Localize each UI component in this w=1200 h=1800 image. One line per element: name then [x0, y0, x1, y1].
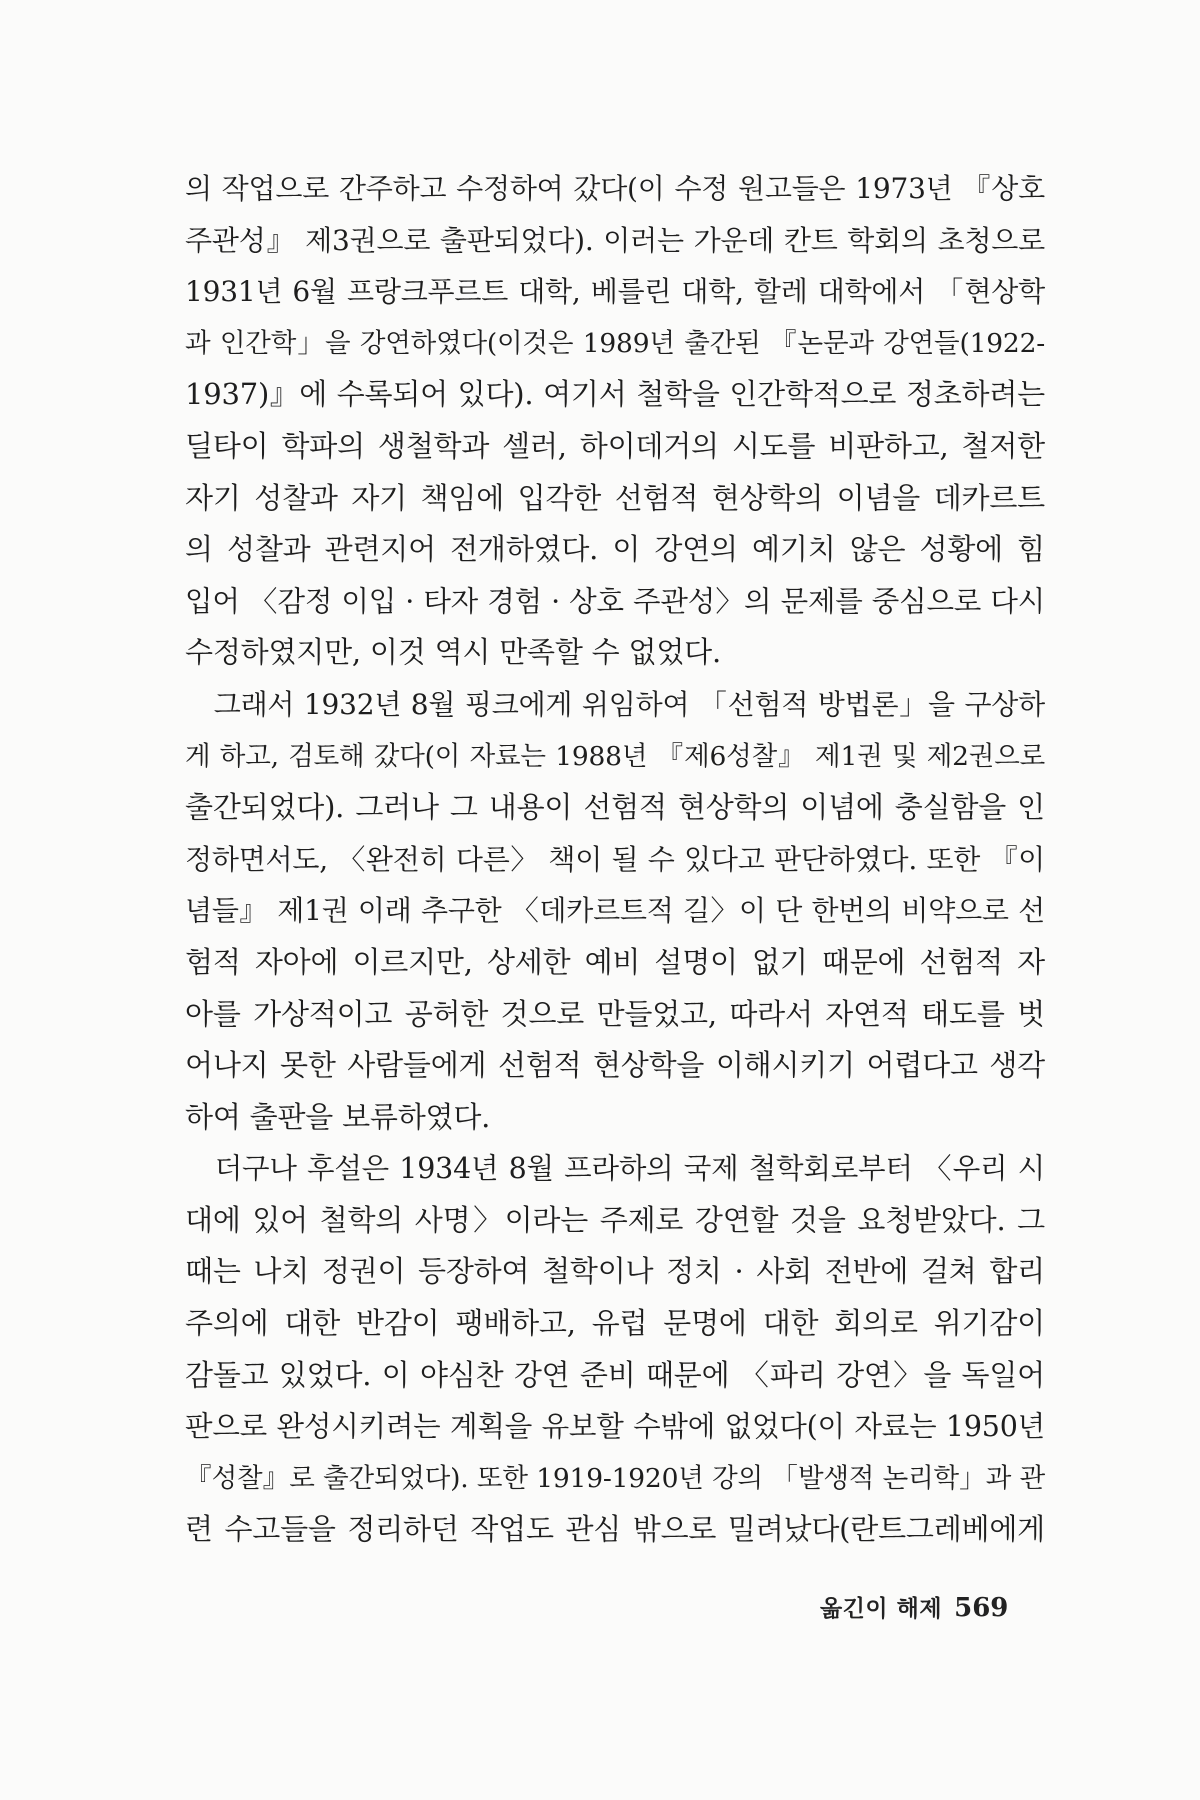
text-line: 험적 자아에 이르지만, 상세한 예비 설명이 없기 때문에 선험적 자: [185, 944, 1045, 979]
text-line: 판으로 완성시키려는 계획을 유보할 수밖에 없었다(이 자료는 1950년: [185, 1410, 1045, 1444]
text-line: 과 인간학」을 강연하였다(이것은 1989년 출간된 『논문과 강연들(1922-: [185, 327, 1045, 359]
text-line: 하여 출판을 보류하였다.: [185, 1099, 491, 1134]
text-line: 더구나 후설은 1934년 8월 프라하의 국제 철학회로부터 〈우리 시: [185, 1152, 1045, 1186]
paragraph-3: [185, 1143, 1045, 1556]
text-line: 주의에 대한 반감이 팽배하고, 유럽 문명에 대한 회의로 위기감이: [185, 1306, 1045, 1341]
text-line: 『성찰』로 출간되었다). 또한 1919-1920년 강의 「발생적 논리학」과 관: [185, 1462, 1045, 1494]
page-footer: [820, 1588, 1009, 1628]
text-line: 련 수고들을 정리하던 작업도 관심 밖으로 밀려났다(란트그레베에게: [185, 1512, 1045, 1547]
text-line: 감돌고 있었다. 이 야심찬 강연 준비 때문에 〈파리 강연〉을 독일어: [185, 1357, 1045, 1392]
text-line: 게 하고, 검토해 갔다(이 자료는 1988년 『제6성찰』 제1권 및 제2권으로: [185, 740, 1045, 772]
text-line: 아를 가상적이고 공허한 것으로 만들었고, 따라서 자연적 태도를 벗: [185, 996, 1045, 1031]
text-line: 어나지 못한 사람들에게 선험적 현상학을 이해시키기 어렵다고 생각: [185, 1048, 1045, 1083]
text-line: 입어 〈감정 이입 · 타자 경험 · 상호 주관성〉의 문제를 중심으로 다시: [185, 584, 1045, 618]
text-line: 1937)』에 수록되어 있다). 여기서 철학을 인간학적으로 정초하려는: [185, 377, 1045, 412]
text-line: 출간되었다). 그러나 그 내용이 선험적 현상학의 이념에 충실함을 인: [185, 790, 1045, 825]
text-line: 때는 나치 정권이 등장하여 철학이나 정치 · 사회 전반에 걸쳐 합리: [185, 1254, 1045, 1289]
text-line: 그래서 1932년 8월 핑크에게 위임하여 「선험적 방법론」을 구상하: [185, 687, 1045, 721]
paragraph-2: [185, 679, 1045, 1143]
text-line: 딜타이 학파의 생철학과 셀러, 하이데거의 시도를 비판하고, 철저한: [185, 428, 1045, 463]
text-line: 주관성』 제3권으로 출판되었다). 이러는 가운데 칸트 학회의 초청으로: [185, 223, 1045, 257]
text-line: 념들』 제1권 이래 추구한 〈데카르트적 길〉이 단 한번의 비약으로 선: [185, 894, 1045, 928]
text-line: 1931년 6월 프랑크푸르트 대학, 베를린 대학, 할레 대학에서 「현상학: [185, 275, 1045, 309]
text-line: 의 작업으로 간주하고 수정하여 갔다(이 수정 원고들은 1973년 『상호: [185, 172, 1045, 205]
running-title: 옮긴이 해제: [820, 1596, 943, 1622]
text-line: 자기 성찰과 자기 책임에 입각한 선험적 현상학의 이념을 데카르트: [185, 480, 1045, 515]
text-line: 대에 있어 철학의 사명〉이라는 주제로 강연할 것을 요청받았다. 그: [185, 1202, 1045, 1237]
body-text: [185, 163, 1045, 1556]
paragraph-1: [185, 163, 1045, 679]
text-line: 의 성찰과 관련지어 전개하였다. 이 강연의 예기치 않은 성황에 힘: [185, 532, 1045, 567]
text-line: 정하면서도, 〈완전히 다른〉 책이 될 수 있다고 판단하였다. 또한 『이: [185, 842, 1045, 876]
page-number: 569: [954, 1593, 1009, 1623]
text-line: 수정하였지만, 이것 역시 만족할 수 없었다.: [185, 635, 721, 670]
